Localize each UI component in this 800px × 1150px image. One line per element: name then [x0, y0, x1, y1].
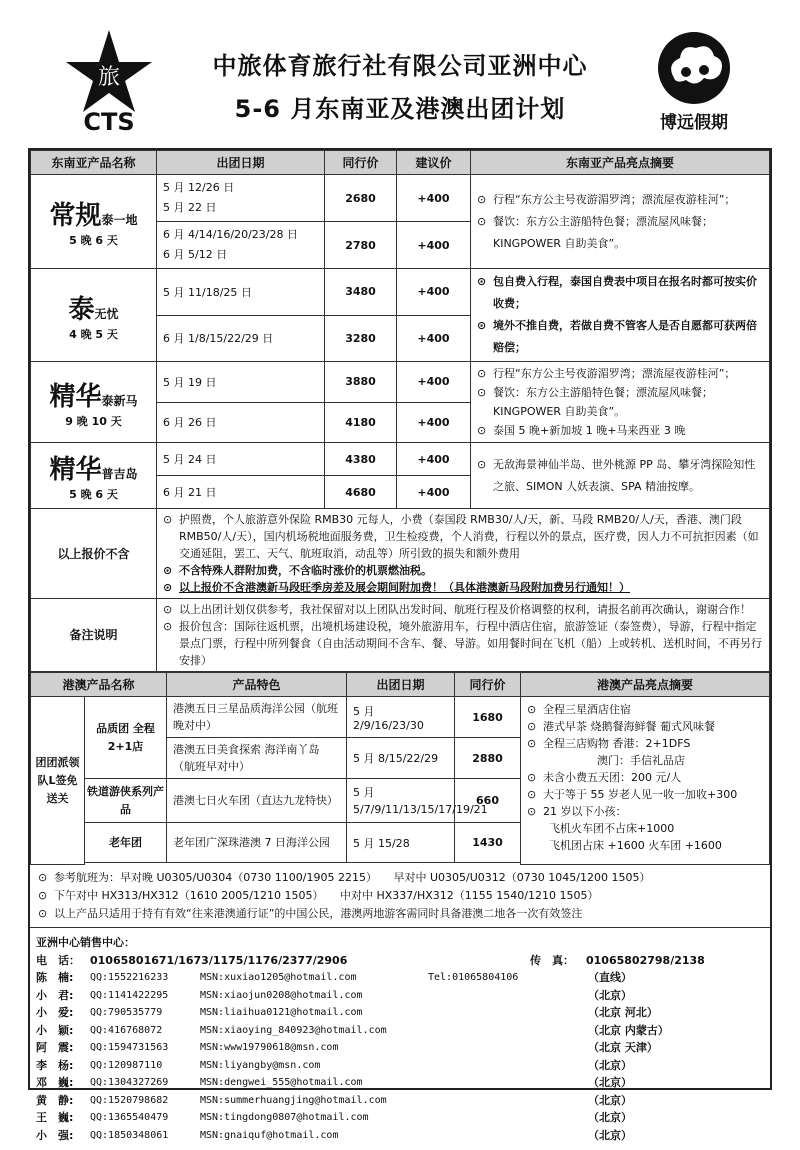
contact-location: （北京 河北） [588, 1006, 658, 1019]
date-line: 5 月 12/26 日 [163, 181, 235, 194]
bullet-icon: ⊙ [527, 771, 537, 784]
bullet-icon: ⊙ [477, 319, 487, 332]
contact-tel: Tel:01065804106 [428, 972, 519, 983]
excluded-notes [157, 509, 770, 599]
contact-name: 黄 静: [36, 1093, 74, 1107]
hk-group-label: 团团派领队L签免送关 [31, 697, 85, 865]
hk-highlight: 大于等于 55 岁老人见一收一加收+300 [543, 788, 738, 801]
contact-name: 邓 巍: [36, 1076, 74, 1089]
bullet-icon: ⊙ [163, 620, 173, 633]
hk-highlight: 未含小费五天团：200 元/人 [543, 771, 682, 784]
contact-name: 陈 楠: [36, 971, 74, 984]
contact-qq[interactable]: QQ:1304327269 [90, 1077, 169, 1088]
remarks-label-text: 备注说明 [69, 628, 118, 642]
phone-row [36, 952, 764, 970]
hk-price: 1430 [455, 823, 521, 863]
trade-price: 3880 [325, 362, 397, 403]
highlight-text: 行程“东方公主号夜游湄罗湾；漂流屋夜游桂河”； [493, 367, 736, 380]
hk-feature: 港澳五日三星品质海洋公园（航班晚对中） [167, 697, 347, 738]
contact-msn[interactable]: MSN:tingdong0807@hotmail.com [200, 1112, 369, 1123]
company-name: 中旅体育旅行社有限公司亚洲中心 [212, 52, 588, 80]
bullet-icon: ⊙ [163, 513, 173, 526]
product-duration: 5 晚 6 天 [69, 234, 118, 247]
contact-location: （北京 天津） [588, 1041, 658, 1054]
bullet-icon: ⊙ [477, 275, 487, 288]
bullet-icon: ⊙ [477, 192, 487, 206]
bullet-icon: ⊙ [477, 457, 487, 471]
contacts-section [30, 928, 770, 1150]
hk-highlight: 飞机团占床 +1600 火车团 +1600 [549, 839, 722, 852]
contact-name: 小 颖: [36, 1023, 74, 1037]
hk-price: 1680 [455, 697, 521, 738]
contact-qq[interactable]: QQ:120987110 [90, 1059, 163, 1071]
sea-header-name: 东南亚产品名称 [31, 151, 157, 175]
contact-row [36, 969, 764, 987]
sea-header-highlights: 东南亚产品亮点摘要 [471, 151, 770, 175]
suggested-price: +400 [397, 222, 471, 269]
hk-highlight: 全程三星酒店住宿 [543, 703, 632, 716]
bullet-icon: ⊙ [527, 737, 537, 750]
sea-header-price: 同行价 [325, 151, 397, 175]
fax-label: 传 真： [530, 953, 574, 967]
trade-price: 3280 [325, 315, 397, 362]
contact-qq[interactable]: QQ:1365540479 [90, 1112, 169, 1123]
date-cell: 6 月 21 日 [157, 476, 325, 509]
hk-feature: 老年团广深珠港澳 7 日海洋公园 [167, 823, 347, 863]
excluded-item: 不含特殊人群附加费，不含临时涨价的机票燃油税。 [179, 564, 432, 577]
date-cell: 6 月 26 日 [157, 402, 325, 443]
product-name: 精华 [49, 455, 102, 485]
hk-header-highlights: 港澳产品亮点摘要 [521, 673, 770, 697]
phone-number: 01065801671/1673/1175/1176/2377/2906 [90, 953, 348, 967]
date-cell [157, 175, 325, 222]
contact-qq[interactable]: QQ:416768072 [90, 1024, 163, 1036]
contact-qq[interactable]: QQ:1141422295 [90, 989, 169, 1001]
contact-qq[interactable]: QQ:1520798682 [90, 1094, 169, 1106]
contact-qq[interactable]: QQ:1850348061 [90, 1129, 169, 1141]
contacts-title: 亚洲中心销售中心： [36, 936, 135, 949]
highlight-text: 泰国 5 晚+新加坡 1 晚+马来西亚 3 晚 [493, 424, 686, 437]
suggested-price: +400 [397, 402, 471, 443]
sea-header-date: 出团日期 [157, 151, 325, 175]
remark-item: 报价包含：国际往返机票，出境机场建设税，境外旅游用车，行程中酒店住宿，旅游签证（泰签费），导游，行程中指定景点门票，行程中所列餐食（自由活动期间不含车、餐、导游。如用餐时间在飞机（船）上或转机、送机时间，不再另行安排） [179, 620, 762, 667]
contact-tel [428, 1109, 588, 1127]
hk-header-date: 出团日期 [347, 673, 455, 697]
contact-name: 李 杨: [36, 1058, 74, 1072]
hk-feature: 港澳五日美食探索 海洋南丫岛（航班早对中） [167, 738, 347, 779]
hk-price: 660 [455, 779, 521, 823]
hk-highlight: 飞机火车团不占床+1000 [549, 822, 675, 835]
title-block [162, 46, 638, 124]
excluded-item: 护照费，个人旅游意外保险 RMB30 元每人，小费（泰国段 RMB30/人/天，新、马段 RMB20/人/天，香港、澳门段 RMB50/人/天），国内机场税地面服务费，卫生检疫费，个人消费，行程以外的景点，医疗费，因人力不可抗拒因素（如交通延阻，罢工、天气、航班取消，动乱等）所引致的损失和额外费用 [179, 513, 759, 560]
product-name: 精华 [49, 381, 102, 412]
contact-location: （北京 内蒙古） [588, 1023, 669, 1037]
product-subname: 泰新马 [101, 393, 138, 408]
contact-name: 小 强: [36, 1128, 74, 1142]
product-name: 常规 [49, 201, 102, 231]
bullet-icon: ⊙ [477, 214, 487, 228]
cts-logo-glyph: 旅 [97, 65, 121, 90]
suggested-price: +400 [397, 315, 471, 362]
product-subname: 无忧 [94, 306, 119, 321]
hk-highlights [521, 697, 770, 865]
phone-label: 电 话： [36, 953, 80, 967]
hk-dates: 5 月 2/9/16/23/30 [347, 697, 455, 738]
highlight-text: 无敌海景神仙半岛、世外桃源 PP 岛、攀牙湾探险知性之旅、SIMON 人妖表演、SPA 精油按摩。 [493, 457, 756, 493]
contact-tel [428, 1074, 588, 1092]
date-line: 5 月 22 日 [163, 201, 217, 214]
flight-notes [30, 865, 770, 928]
bullet-icon: ⊙ [163, 581, 173, 594]
date-cell: 5 月 24 日 [157, 443, 325, 476]
content-frame [28, 148, 772, 1142]
date-cell: 5 月 11/18/25 日 [157, 269, 325, 316]
hk-highlight: 澳门：手信礼品店 [597, 754, 686, 767]
contact-tel [428, 987, 588, 1005]
product-name-cell [31, 443, 157, 509]
highlight-text: 境外不推自费，若做自费不管客人是否自愿都可获两倍赔偿； [493, 319, 757, 354]
highlights-cell [471, 362, 770, 443]
remarks-label [31, 599, 157, 672]
sea-table [30, 150, 770, 672]
contact-row [36, 1109, 764, 1127]
contact-name: 王 巍: [36, 1111, 74, 1124]
trade-price: 2780 [325, 222, 397, 269]
hk-feature: 港澳七日火车团（直达九龙特快） [167, 779, 347, 823]
bullet-icon: ⊙ [527, 805, 537, 818]
contact-location: （北京） [588, 1076, 632, 1089]
excluded-label-text: 以上报价不含 [57, 546, 130, 561]
trade-price: 4380 [325, 443, 397, 476]
flight-line: 下午对中 HX313/HX312（1610 2005/1210 1505） 中对中 HX337/HX312（1155 1540/1210 1505） [54, 889, 599, 902]
highlight-text: 餐饮：东方公主游船特色餐；漂流屋风味餐；KINGPOWER 自助美食”。 [493, 386, 713, 418]
sea-header-suggest: 建议价 [397, 151, 471, 175]
product-duration: 5 晚 6 天 [69, 488, 118, 501]
contact-msn[interactable]: MSN:xiaoying_840923@hotmail.com [200, 1024, 387, 1036]
contact-msn[interactable]: MSN:gnaiquf@hotmail.com [200, 1129, 339, 1141]
contact-msn[interactable]: MSN:summerhuangjing@hotmail.com [200, 1094, 387, 1106]
bullet-icon: ⊙ [163, 564, 173, 577]
contact-name: 小 爱: [36, 1006, 74, 1019]
contact-row [36, 1004, 764, 1022]
contact-msn[interactable]: MSN:dengwei_555@hotmail.com [200, 1077, 363, 1088]
date-line: 6 月 5/12 日 [163, 248, 228, 261]
excluded-label [31, 509, 157, 599]
hk-dates: 5 月 15/28 [347, 823, 455, 863]
hk-highlight: 港式早茶 烧鹅餐海鲜餐 葡式风味餐 [543, 720, 716, 733]
flight-line: 以上产品只适用于持有有效“往来港澳通行证”的中国公民，港澳两地游客需同时具备港澳二地各一次有效签注 [54, 907, 583, 920]
cts-logo-text: CTS [83, 108, 135, 136]
highlight-text: 行程“东方公主号夜游湄罗湾；漂流屋夜游桂河”； [493, 192, 736, 206]
hk-dates: 5 月 8/15/22/29 [347, 738, 455, 779]
contact-location: （直线） [588, 971, 632, 984]
hk-table [30, 672, 770, 865]
highlights-cell [471, 175, 770, 269]
hk-highlight: 全程三店购物 香港：2+1DFS [543, 737, 691, 750]
highlight-text: 餐饮：东方公主游船特色餐；漂流屋风味餐；KINGPOWER 自助美食”。 [493, 214, 713, 250]
contact-tel [428, 1057, 588, 1075]
highlights-cell [471, 269, 770, 362]
suggested-price: +400 [397, 362, 471, 403]
date-line: 6 月 4/14/16/20/23/28 日 [163, 228, 299, 241]
contact-location: （北京） [588, 1093, 632, 1107]
bullet-icon: ⊙ [527, 703, 537, 716]
bullet-icon: ⊙ [38, 889, 48, 902]
highlights-cell [471, 443, 770, 509]
bullet-icon: ⊙ [477, 424, 487, 437]
hk-price: 2880 [455, 738, 521, 779]
bullet-icon: ⊙ [527, 720, 537, 733]
bullet-icon: ⊙ [163, 603, 173, 616]
boyuan-logo-text: 博远假期 [660, 113, 728, 133]
contact-row [36, 1057, 764, 1075]
contact-row [36, 1022, 764, 1040]
suggested-price: +400 [397, 175, 471, 222]
remark-item: 以上出团计划仅供参考，我社保留对以上团队出发时间、航班行程及价格调整的权利，请报名前再次确认，谢谢合作！ [179, 603, 751, 616]
contact-row [36, 987, 764, 1005]
bullet-icon: ⊙ [477, 367, 487, 380]
contact-tel [428, 1022, 588, 1040]
highlight-text: 包自费入行程，泰国自费表中项目在报名时都可按实价收费； [493, 275, 757, 310]
product-subname: 泰一地 [101, 213, 138, 227]
contact-qq[interactable]: QQ:790535779 [90, 1007, 163, 1018]
bullet-icon: ⊙ [527, 788, 537, 801]
contact-name: 小 君: [36, 988, 74, 1002]
contact-qq[interactable]: QQ:1594731563 [90, 1042, 169, 1053]
contact-location: （北京） [588, 1058, 632, 1072]
suggested-price: +400 [397, 443, 471, 476]
hk-header-feature: 产品特色 [167, 673, 347, 697]
contact-tel [428, 1004, 588, 1022]
date-cell: 6 月 1/8/15/22/29 日 [157, 315, 325, 362]
trade-price: 4180 [325, 402, 397, 443]
hk-highlight: 21 岁以下小孩： [543, 805, 627, 818]
excluded-item: 以上报价不含港澳新马段旺季房差及展会期间附加费！（具体港澳新马段附加费另行通知！） [179, 581, 630, 594]
contact-qq[interactable]: QQ:1552216233 [90, 972, 169, 983]
contact-tel [428, 1039, 588, 1057]
contact-location: （北京） [588, 988, 632, 1002]
product-name-cell [31, 175, 157, 269]
cts-star-logo [64, 26, 154, 136]
product-name-cell [31, 362, 157, 443]
plan-title: 5-6 月东南亚及港澳出团计划 [234, 95, 566, 123]
contact-location: （北京） [588, 1111, 632, 1124]
contact-msn[interactable]: MSN:liyangby@msn.com [200, 1059, 321, 1071]
hk-header-price: 同行价 [455, 673, 521, 697]
contact-msn[interactable]: MSN:liaihua0121@hotmail.com [200, 1007, 363, 1018]
bullet-icon: ⊙ [38, 871, 48, 884]
bullet-icon: ⊙ [477, 386, 487, 399]
product-duration: 9 晚 10 天 [65, 414, 122, 428]
contact-row [36, 1039, 764, 1057]
fax-number: 01065802798/2138 [586, 953, 705, 967]
hk-header-name: 港澳产品名称 [31, 673, 167, 697]
contact-row [36, 1092, 764, 1110]
boyuan-logo [646, 28, 742, 138]
remarks-notes [157, 599, 770, 672]
contact-row [36, 1127, 764, 1145]
product-name-cell [31, 269, 157, 362]
contact-location: （北京） [588, 1128, 632, 1142]
date-cell [157, 222, 325, 269]
hk-product-name: 铁道游侠系列产品 [85, 779, 167, 823]
trade-price: 2680 [325, 175, 397, 222]
suggested-price: +400 [397, 476, 471, 509]
contact-msn[interactable]: MSN:www19790618@msn.com [200, 1042, 339, 1053]
header [12, 8, 788, 150]
bullet-icon: ⊙ [38, 907, 48, 920]
product-name: 泰 [68, 294, 95, 325]
date-cell: 5 月 19 日 [157, 362, 325, 403]
contact-list [36, 969, 764, 1144]
product-duration: 4 晚 5 天 [69, 327, 118, 341]
hk-product-name: 品质团 全程2+1店 [85, 697, 167, 779]
trade-price: 3480 [325, 269, 397, 316]
contact-row [36, 1074, 764, 1092]
product-subname: 普吉岛 [101, 467, 138, 481]
contact-tel [428, 1127, 588, 1145]
hk-dates: 5 月 5/7/9/11/13/15/17/19/21 [347, 779, 455, 823]
contact-msn[interactable]: MSN:xiaojun0208@hotmail.com [200, 989, 363, 1001]
suggested-price: +400 [397, 269, 471, 316]
flight-line: 参考航班为：早对晚 U0305/U0304（0730 1100/1905 2215） 早对中 U0305/U0312（0730 1045/1200 1505） [54, 871, 651, 884]
trade-price: 4680 [325, 476, 397, 509]
contact-tel [428, 1092, 588, 1110]
contact-msn[interactable]: MSN:xuxiao1205@hotmail.com [200, 972, 357, 983]
hk-product-name: 老年团 [85, 823, 167, 863]
contact-name: 阿 震: [36, 1041, 74, 1054]
